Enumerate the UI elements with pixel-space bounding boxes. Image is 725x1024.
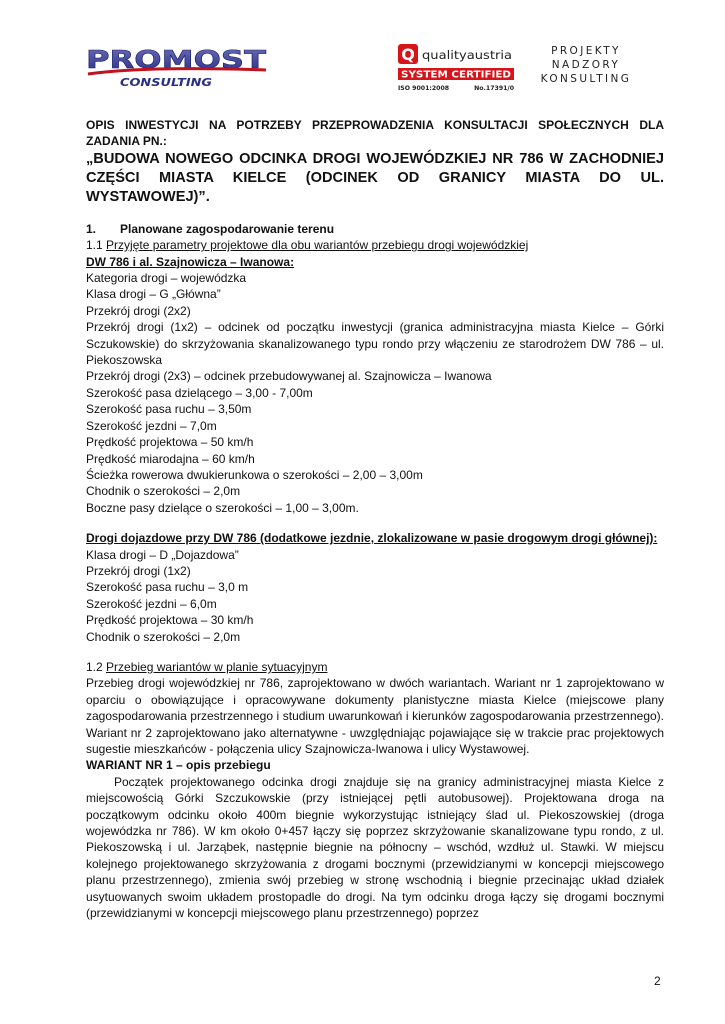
variant-heading: WARIANT NR 1 – opis przebiegu (86, 758, 271, 773)
document-body (86, 117, 664, 921)
param-line: Ścieżka rowerowa dwukierunkowa o szerokości – 2,00 – 3,00m (86, 467, 423, 482)
subsection-heading (86, 659, 664, 675)
subsection-title: Przyjęte parametry projektowe dla obu wariantów przebiegu drogi wojewódzkiej (106, 238, 529, 253)
promost-logo-sub: CONSULTING (120, 76, 212, 89)
quality-brand: qualityaustria (422, 48, 512, 62)
promost-logo (86, 46, 268, 90)
access-heading: Drogi dojazdowe przy DW 786 (dodatkowe jezdnie, zlokalizowane w pasie drogowym drogi głównej): (86, 531, 658, 546)
variant-paragraph: Początek projektowanego odcinka drogi znajduje się na granicy administracyjnej miasta Kielce z miejscowością Górki Szczukowskie (przy istniejącej pętli autobusowej). Projektowana droga na początkowym odcinku około 400m biegnie wykorzystując istniejący ślad ul. Piekoszowskiej (droga wojewódzka nr 786). W km około 0+457 łączy się poprzez skrzyżowanie skanalizowane typu rondo, z ul. Piekoszowską i ul. Jarząbek, następnie biegnie na północny – wschód, wzdłuż ul. Stawki. W miejscu kolejnego projektowanego skrzyżowania z drogami bocznymi (przewidzianymi w koncepcji miejscowego planu przestrzennego), zmienia swój przebieg w stronę wschodnią i biegnie przecinając układ działek usytuowanych swoim układem prostopadle do drogi. Na tym odcinku droga łączy się drogami bocznymi (przewidzianymi w koncepcji miejscowego planu przestrzennego) poprzez (86, 774, 664, 921)
param-line: Chodnik o szerokości – 2,0m (86, 629, 241, 644)
param-line: Boczne pasy dzielące o szerokości – 1,00 – 3,00m. (86, 500, 359, 515)
subsection-number: 1.1 (86, 238, 103, 253)
logo-line: KONSULTING (540, 73, 632, 85)
param-line: Szerokość pasa ruchu – 3,0 m (86, 580, 249, 595)
param-line: Klasa drogi – G „Główna” (86, 287, 221, 302)
quality-badge: SYSTEM CERTIFIED (401, 69, 512, 81)
section-title: Planowane zagospodarowanie terenu (120, 221, 335, 236)
access-params-list (86, 547, 664, 645)
param-line: Szerokość pasa ruchu – 3,50m (86, 402, 252, 417)
subsection-heading (86, 237, 664, 253)
dw-heading: DW 786 i al. Szajnowicza – Iwanowa: (86, 254, 295, 269)
quality-number: No.17391/0 (474, 85, 514, 92)
quality-austria-logo (398, 44, 514, 92)
page-number: 2 (654, 974, 661, 988)
param-line: Klasa drogi – D „Dojazdowa” (86, 547, 239, 562)
param-line: Prędkość projektowa – 50 km/h (86, 435, 254, 450)
dw-params-list (86, 270, 664, 516)
subsection-paragraph: Przebieg drogi wojewódzkiej nr 786, zaprojektowano w dwóch wariantach. Wariant nr 1 zaprojektowano w oparciu o obowiązujące i opracowywane dokumenty planistyczne miasta Kielce (miejscowe plany zagospodarowania przestrzennego i studium uwarunkowań i kierunków zagospodarowania przestrzennego). Wariant nr 2 zaprojektowano jako alternatywne - uwzględniając pojawiające się w trakcie prac projektowych sugestie mieszkańców - połączenia ulicy Szajnowicza-Iwanowa i ulicy Wystawowej. (86, 676, 664, 756)
subsection-number: 1.2 (86, 659, 103, 674)
logo-line: PROJEKTY (551, 45, 621, 57)
param-line: Szerokość jezdni – 7,0m (86, 418, 217, 433)
param-line: Przekrój drogi (1x2) (86, 563, 191, 578)
quality-iso: ISO 9001:2008 (398, 85, 450, 92)
param-line: Szerokość pasa dzielącego – 3,00 - 7,00m (86, 385, 313, 400)
subsection-title: Przebieg wariantów w planie sytuacyjnym (106, 659, 328, 674)
param-line: Chodnik o szerokości – 2,0m (86, 484, 241, 499)
param-line: Prędkość miarodajna – 60 km/h (86, 451, 255, 466)
param-line: Przekrój drogi (1x2) – odcinek od początku inwestycji (granica administracyjna miasta Kielce – Górki Sczukowskie) do skrzyżowania skanalizowanego typu rondo przy włączeniu ze starodrożem DW 786 – ul. Piekoszowska (86, 320, 664, 368)
promost-logo-name: PROMOST (86, 46, 266, 74)
param-line: Przekrój drogi (2x3) – odcinek przebudowywanej al. Szajnowicza – Iwanowa (86, 369, 492, 384)
projekty-nadzory-konsulting-logo (536, 44, 636, 86)
document-title: „BUDOWA NOWEGO ODCINKA DROGI WOJEWÓDZKIEJ NR 786 W ZACHODNIEJ CZĘŚCI MIASTA KIELCE (ODCINEK OD GRANICY MIASTA DO UL. WYSTAWOWEJ)”. (86, 150, 664, 205)
quality-q-mark: Q (401, 45, 415, 64)
section-number: 1. (86, 221, 97, 236)
param-line: Szerokość jezdni – 6,0m (86, 596, 217, 611)
param-line: Przekrój drogi (2x2) (86, 303, 191, 318)
logo-line: NADZORY (551, 59, 621, 71)
section-heading (86, 221, 664, 237)
param-line: Prędkość projektowa – 30 km/h (86, 613, 254, 628)
document-intro: OPIS INWESTYCJI NA POTRZEBY PRZEPROWADZENIA KONSULTACJI SPOŁECZNYCH DLA ZADANIA PN.: (86, 118, 664, 149)
param-line: Kategoria drogi – wojewódzka (86, 271, 247, 286)
